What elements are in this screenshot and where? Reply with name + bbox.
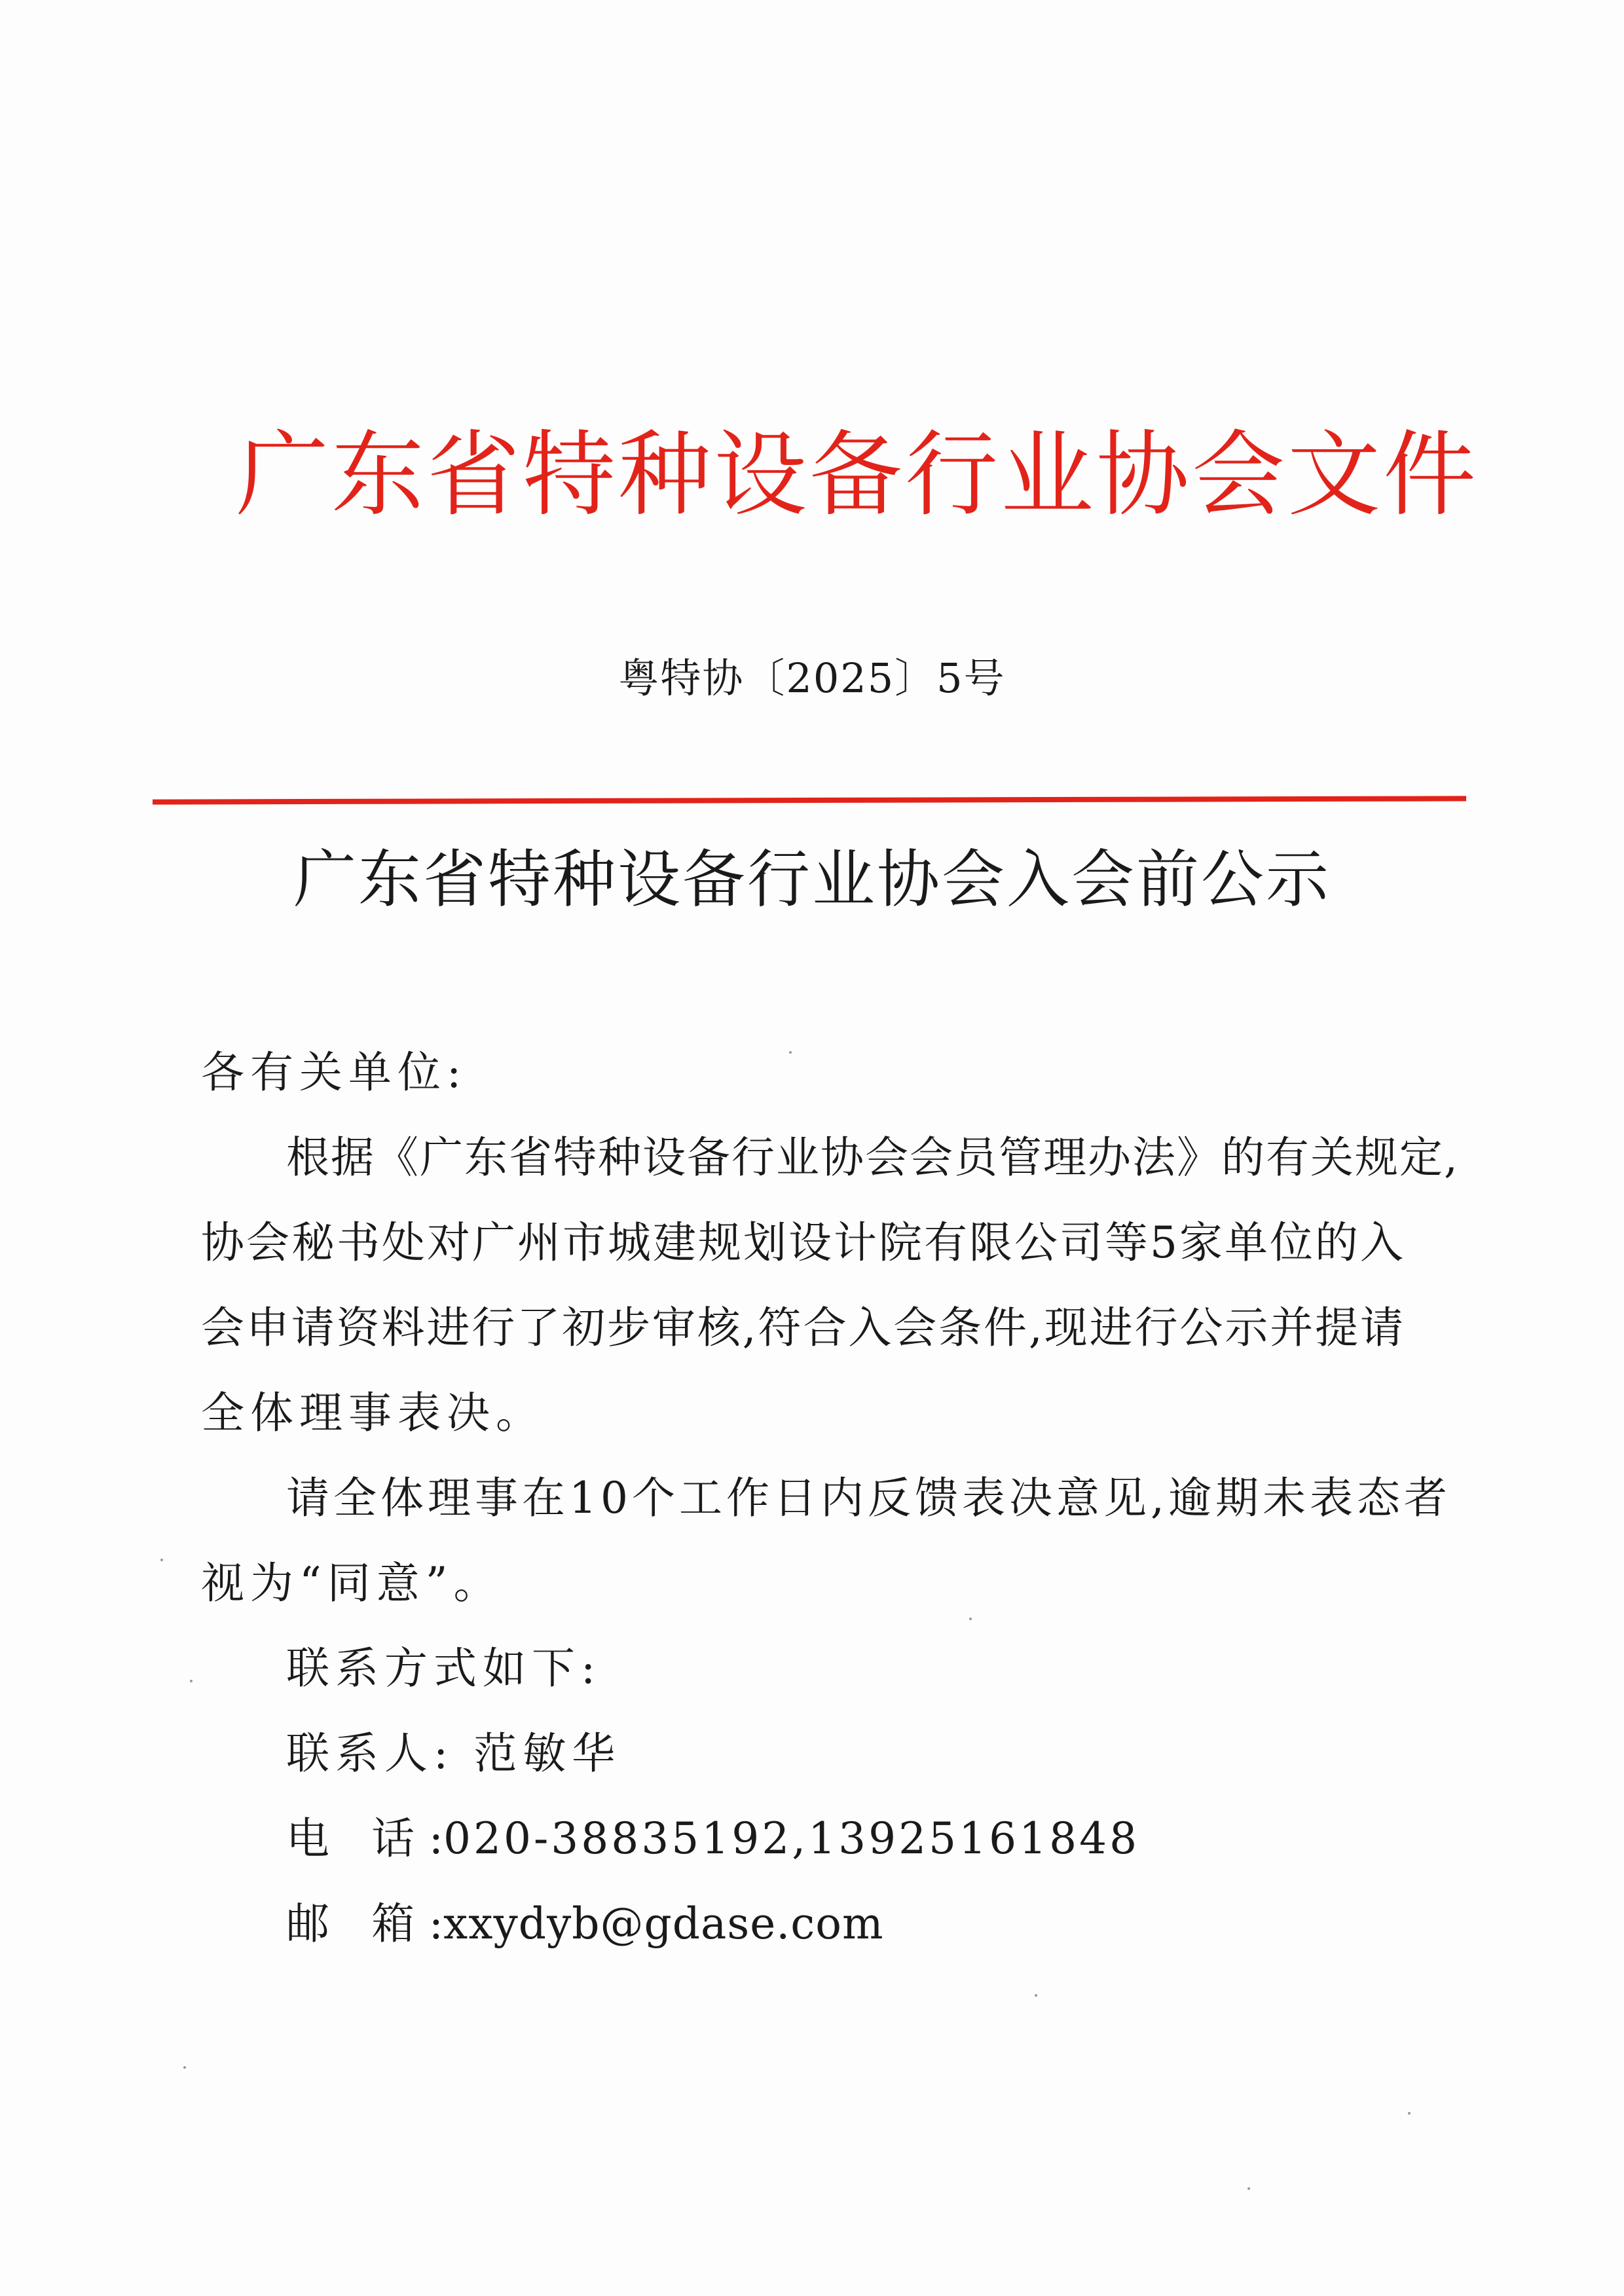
contact-email-label: 邮 箱: bbox=[286, 1898, 443, 1949]
paragraph1-line1: 根据《广东省特种设备行业协会会员管理办法》的有关规定, bbox=[286, 1132, 1459, 1183]
contact-person-value: 范敏华 bbox=[473, 1728, 621, 1779]
scan-speck bbox=[190, 1680, 193, 1682]
scan-speck bbox=[789, 1051, 792, 1054]
scan-speck bbox=[969, 1618, 972, 1620]
contact-person-label: 联系人: bbox=[286, 1728, 454, 1779]
scan-speck bbox=[1247, 2187, 1250, 2190]
salutation: 各有关单位: bbox=[201, 1047, 468, 1098]
contact-email-value[interactable]: xxydyb@gdase.com bbox=[443, 1898, 884, 1949]
paragraph1-line2: 协会秘书处对广州市城建规划设计院有限公司等5家单位的入 bbox=[201, 1217, 1403, 1268]
contact-person-row bbox=[286, 1728, 621, 1779]
contact-phone-label: 电 话: bbox=[286, 1813, 443, 1864]
contact-email-row bbox=[286, 1898, 884, 1949]
contact-intro: 联系方式如下: bbox=[286, 1643, 602, 1694]
document-title: 广东省特种设备行业协会入会前公示 bbox=[293, 843, 1331, 916]
red-letterhead-title: 广东省特种设备行业协会文件 bbox=[236, 421, 1479, 529]
scan-speck bbox=[160, 1559, 163, 1561]
paragraph2-line1: 请全体理事在10个工作日内反馈表决意见,逾期未表态者 bbox=[286, 1473, 1451, 1523]
scan-speck bbox=[1408, 2112, 1411, 2115]
scan-speck bbox=[1035, 1994, 1037, 1997]
contact-phone-row bbox=[286, 1813, 1140, 1864]
document-number: 粤特协〔2025〕5号 bbox=[618, 654, 1006, 702]
paragraph1-line3: 会申请资料进行了初步审核,符合入会条件,现进行公示并提请 bbox=[201, 1303, 1403, 1353]
contact-phone-value: 020-38835192,13925161848 bbox=[443, 1813, 1140, 1864]
scan-speck bbox=[183, 2066, 186, 2069]
red-divider-line bbox=[153, 796, 1466, 804]
paragraph1-line4: 全体理事表决。 bbox=[201, 1388, 545, 1438]
paragraph2-line2: 视为“同意”。 bbox=[201, 1558, 503, 1608]
